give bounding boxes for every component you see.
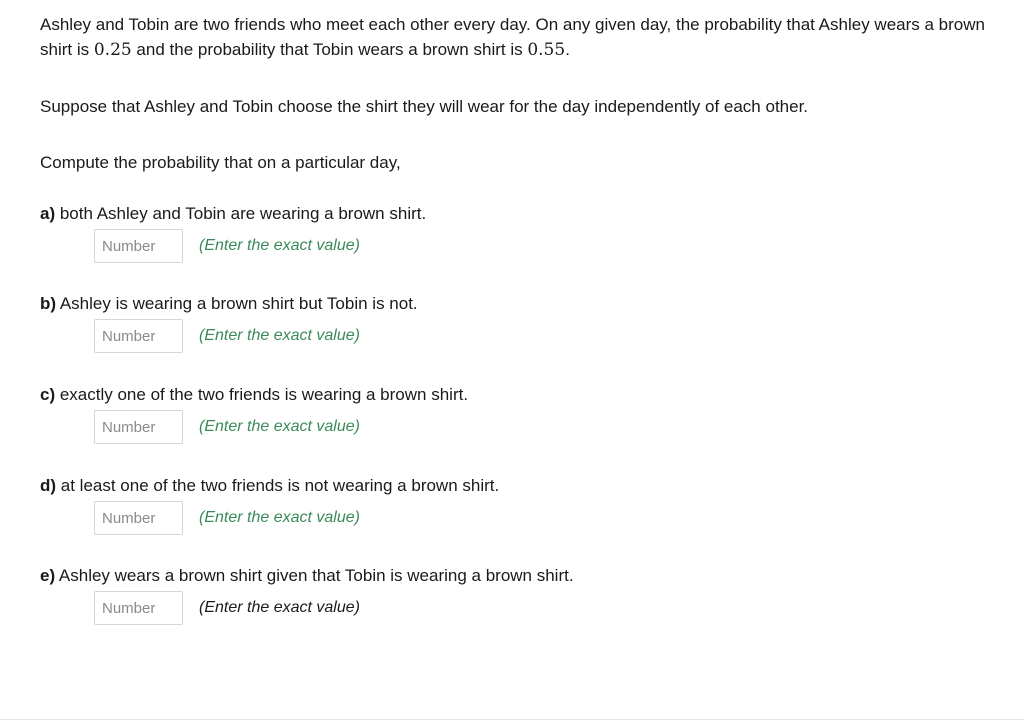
question-a-prompt: both Ashley and Tobin are wearing a brown shirt. [55, 204, 427, 223]
question-c-text [40, 383, 1000, 407]
answer-row-a [94, 228, 360, 264]
answer-row-e [94, 590, 360, 626]
question-e-prompt: Ashley wears a brown shirt given that Tobin is wearing a brown shirt. [55, 566, 574, 585]
hint-c: (Enter the exact value) [199, 418, 360, 435]
hint-a: (Enter the exact value) [199, 237, 360, 254]
answer-row-c [94, 409, 360, 445]
answer-row-d [94, 500, 360, 536]
intro-text-mid: and the probability that Tobin wears a brown shirt is [131, 40, 528, 59]
question-b [40, 292, 1000, 344]
question-c-letter: c) [40, 385, 56, 404]
hint-b: (Enter the exact value) [199, 327, 360, 344]
answer-input-a[interactable] [94, 229, 183, 263]
question-b-text [40, 292, 1000, 316]
question-d-letter: d) [40, 476, 57, 495]
answer-input-b[interactable] [94, 319, 183, 353]
question-b-prompt: Ashley is wearing a brown shirt but Tobin is not. [56, 294, 418, 313]
question-a-letter: a) [40, 204, 56, 223]
hint-e: (Enter the exact value) [199, 599, 360, 616]
question-d-prompt: at least one of the two friends is not wearing a brown shirt. [56, 476, 500, 495]
answer-input-e[interactable] [94, 591, 183, 625]
problem-content [40, 12, 1000, 616]
answer-row-b [94, 318, 360, 354]
hint-d: (Enter the exact value) [199, 509, 360, 526]
compute-paragraph: Compute the probability that on a particular day, [40, 153, 401, 172]
question-c [40, 383, 1000, 435]
question-a [40, 202, 1000, 254]
question-d [40, 474, 1000, 526]
question-e [40, 564, 1000, 616]
question-e-letter: e) [40, 566, 56, 585]
question-d-text [40, 474, 1000, 498]
question-e-text [40, 564, 1000, 588]
intro-paragraph [40, 12, 1000, 63]
bottom-divider [0, 719, 1024, 720]
intro-text-post: . [565, 40, 570, 59]
tobin-probability: 0.55 [527, 40, 566, 60]
independence-paragraph: Suppose that Ashley and Tobin choose the shirt they will wear for the day independently of each other. [40, 97, 809, 116]
intro-text-pre: Ashley and Tobin are two friends who meet each other every day. On any given day, the probability that Ashley wears a brown shirt is [40, 15, 985, 59]
question-b-letter: b) [40, 294, 57, 313]
answer-input-c[interactable] [94, 410, 183, 444]
question-c-prompt: exactly one of the two friends is wearing a brown shirt. [55, 385, 469, 404]
answer-input-d[interactable] [94, 501, 183, 535]
ashley-probability: 0.25 [93, 40, 132, 60]
question-a-text [40, 202, 1000, 226]
